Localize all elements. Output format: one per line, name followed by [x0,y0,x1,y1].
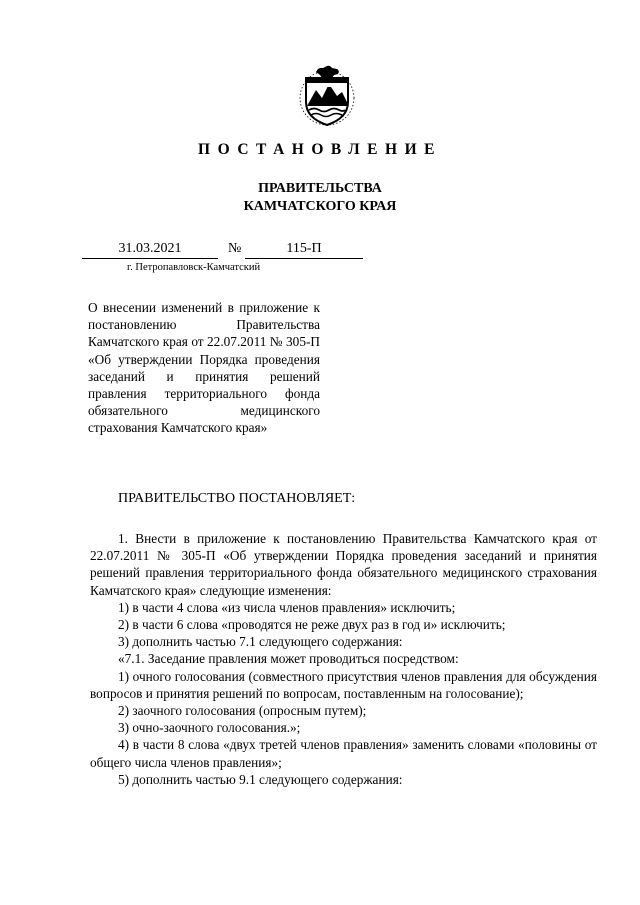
kamchatka-emblem-icon [296,62,358,128]
paragraph: 2) заочного голосования (опросным путем); [118,703,367,719]
number-sign: № [228,241,242,256]
document-body [90,530,597,788]
resolution-heading: ПРАВИТЕЛЬСТВО ПОСТАНОВЛЯЕТ: [118,491,356,506]
paragraph: 2) в части 6 слова «проводятся не реже двух раз в год и» исключить; [118,617,506,633]
paragraph: 1. Внести в приложение к постановлению Правительства Камчатского края от 22.07.2011 № 305-П «Об утверждении Порядка проведения заседаний и принятия решений правления территориального фонда обязательного медицинского страхования Камчатского края» следующие изменения: [90,531,597,598]
paragraph: 1) очного голосования (совместного присутствия членов правления для обсуждения вопросов и принятия решений по вопросам, поставленным на голосование); [90,668,597,701]
paragraph: 3) очно-заочного голосования.»; [118,720,301,736]
document-date: 31.03.2021 [82,240,218,259]
paragraph: 1) в части 4 слова «из числа членов правления» исключить; [118,599,456,615]
issue-city: г. Петропавловск-Камчатский [127,262,261,273]
document-number: 115-П [245,240,363,259]
authority-line-2: КАМЧАТСКОГО КРАЯ [243,199,397,214]
paragraph: 4) в части 8 слова «двух третей членов правления» заменить словами «половины от общего числа членов правления»; [90,737,597,770]
issuing-authority [0,180,640,216]
paragraph: 5) дополнить частью 9.1 следующего содержания: [118,771,403,787]
paragraph: 3) дополнить частью 7.1 следующего содержания: [118,634,403,650]
paragraph: «7.1. Заседание правления может проводиться посредством: [118,651,459,667]
authority-line-1: ПРАВИТЕЛЬСТВА [258,181,382,196]
document-subject: О внесении изменений в приложение к постановлению Правительства Камчатского края от 22.07.2011 № 305-П «Об утверждении Порядка проведения заседаний и принятия решений правления территориального фонда обязательного медицинского страхования Камчатского края» [88,300,320,436]
document-type-title: ПОСТАНОВЛЕНИЕ [198,141,442,158]
